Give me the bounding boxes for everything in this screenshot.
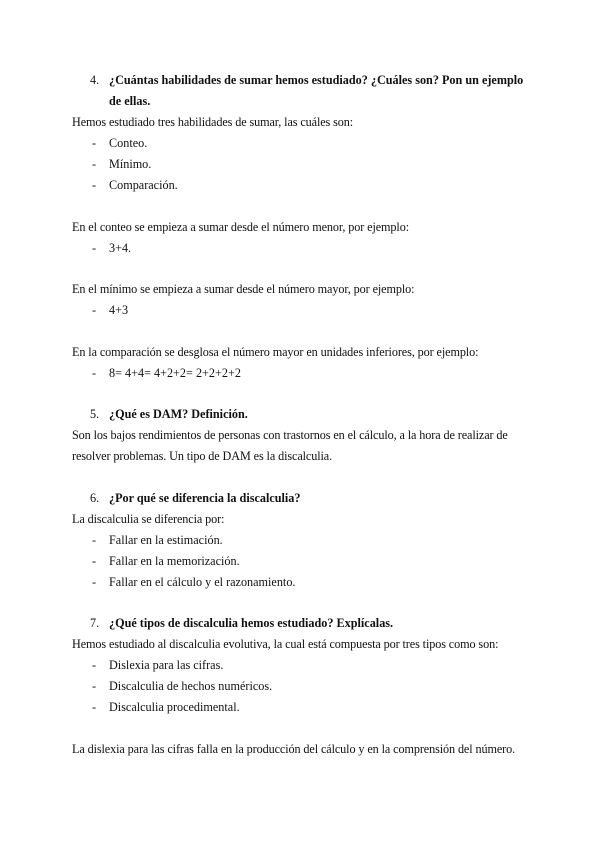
list-dash: -	[92, 554, 97, 568]
q6-intro: La discalculia se diferencia por:	[72, 512, 225, 526]
list-item: Fallar en la estimación.	[109, 533, 223, 547]
comparacion-example: 8= 4+4= 4+2+2= 2+2+2+2	[109, 366, 241, 380]
list-item: Discalculia procedimental.	[109, 700, 240, 714]
comparacion-text: En la comparación se desglosa el número mayor en unidades inferiores, por ejemplo:	[72, 345, 479, 359]
q5-number: 5.	[90, 407, 100, 421]
conteo-example: 3+4.	[109, 241, 132, 255]
minimo-text: En el mínimo se empieza a sumar desde el número mayor, por ejemplo:	[72, 282, 415, 296]
list-item: Mínimo.	[109, 157, 152, 171]
q5-title: ¿Qué es DAM? Definición.	[109, 407, 248, 421]
q5-text-line1: Son los bajos rendimientos de personas con trastornos en el cálculo, a la hora de realizar de	[72, 428, 508, 442]
list-item: Fallar en la memorización.	[109, 554, 240, 568]
list-item: Discalculia de hechos numéricos.	[109, 679, 273, 693]
q4-intro: Hemos estudiado tres habilidades de sumar, las cuáles son:	[72, 115, 354, 129]
q4-title-line1: ¿Cuántas habilidades de sumar hemos estudiado? ¿Cuáles son? Pon un ejemplo	[109, 73, 524, 87]
list-dash: -	[92, 658, 97, 672]
list-dash: -	[92, 575, 97, 589]
list-dash: -	[92, 700, 97, 714]
list-dash: -	[92, 241, 97, 255]
q7-intro: Hemos estudiado al discalculia evolutiva, la cual está compuesta por tres tipos como son:	[72, 637, 499, 651]
q6-number: 6.	[90, 491, 100, 505]
list-dash: -	[92, 136, 97, 150]
list-dash: -	[92, 303, 97, 317]
conteo-text: En el conteo se empieza a sumar desde el número menor, por ejemplo:	[72, 220, 409, 234]
q4-number: 4.	[90, 73, 100, 87]
list-item: Dislexia para las cifras.	[109, 658, 224, 672]
minimo-example: 4+3	[109, 303, 129, 317]
list-item: Fallar en el cálculo y el razonamiento.	[109, 575, 296, 589]
list-dash: -	[92, 157, 97, 171]
q7-closing: La dislexia para las cifras falla en la producción del cálculo y en la comprensión del número.	[72, 742, 516, 756]
q4-title-line2: de ellas.	[109, 94, 151, 108]
list-dash: -	[92, 366, 97, 380]
q6-title: ¿Por qué se diferencia la discalculia?	[109, 491, 301, 505]
q7-number: 7.	[90, 616, 100, 630]
list-item: Comparación.	[109, 178, 178, 192]
list-item: Conteo.	[109, 136, 148, 150]
q5-text-line2: resolver problemas. Un tipo de DAM es la discalculia.	[72, 449, 333, 463]
list-dash: -	[92, 533, 97, 547]
list-dash: -	[92, 679, 97, 693]
list-dash: -	[92, 178, 97, 192]
q7-title: ¿Qué tipos de discalculia hemos estudiado? Explícalas.	[109, 616, 394, 630]
